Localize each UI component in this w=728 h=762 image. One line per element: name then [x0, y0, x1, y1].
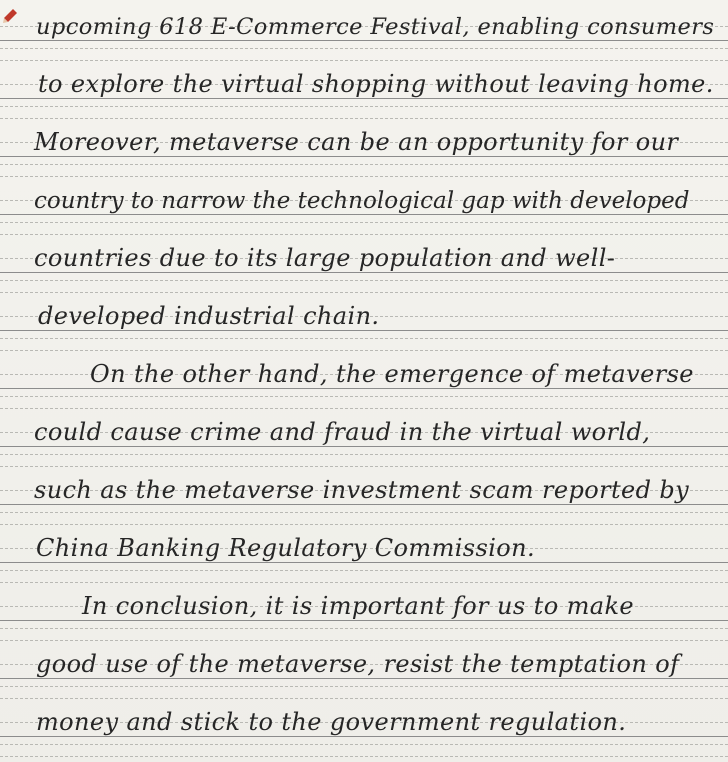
guide-rule: [0, 106, 728, 107]
guide-rule: [0, 686, 728, 687]
baseline-rule: [0, 504, 728, 505]
guide-rule: [0, 338, 728, 339]
handwritten-line: country to narrow the technological gap with developed: [34, 188, 690, 214]
guide-rule: [0, 48, 728, 49]
baseline-rule: [0, 678, 728, 679]
handwritten-line: Moreover, metaverse can be an opportunity for our: [34, 128, 679, 156]
baseline-rule: [0, 272, 728, 273]
guide-rule: [0, 164, 728, 165]
handwritten-line: countries due to its large population and well-: [34, 244, 616, 272]
baseline-rule: [0, 214, 728, 215]
baseline-rule: [0, 388, 728, 389]
guide-rule: [0, 744, 728, 745]
handwritten-line: upcoming 618 E-Commerce Festival, enabling consumers: [36, 14, 715, 40]
guide-rule: [0, 454, 728, 455]
handwritten-line: On the other hand, the emergence of metaverse: [90, 360, 694, 388]
handwritten-line: money and stick to the government regulation.: [36, 708, 627, 736]
handwritten-line: developed industrial chain.: [38, 302, 380, 330]
guide-rule: [0, 570, 728, 571]
baseline-rule: [0, 562, 728, 563]
baseline-rule: [0, 620, 728, 621]
guide-rule: [0, 628, 728, 629]
guide-rule: [0, 396, 728, 397]
guide-rule: [0, 756, 728, 757]
handwritten-line: China Banking Regulatory Commission.: [36, 534, 536, 562]
guide-rule: [0, 512, 728, 513]
handwritten-line: to explore the virtual shopping without leaving home.: [38, 70, 714, 98]
baseline-rule: [0, 330, 728, 331]
baseline-rule: [0, 40, 728, 41]
handwritten-line: could cause crime and fraud in the virtual world,: [34, 418, 651, 446]
handwritten-line: In conclusion, it is important for us to make: [82, 592, 634, 620]
guide-rule: [0, 280, 728, 281]
baseline-rule: [0, 736, 728, 737]
baseline-rule: [0, 98, 728, 99]
handwritten-line: such as the metaverse investment scam reported by: [34, 476, 690, 504]
guide-rule: [0, 222, 728, 223]
baseline-rule: [0, 446, 728, 447]
baseline-rule: [0, 156, 728, 157]
handwritten-line: good use of the metaverse, resist the temptation of: [36, 650, 680, 678]
